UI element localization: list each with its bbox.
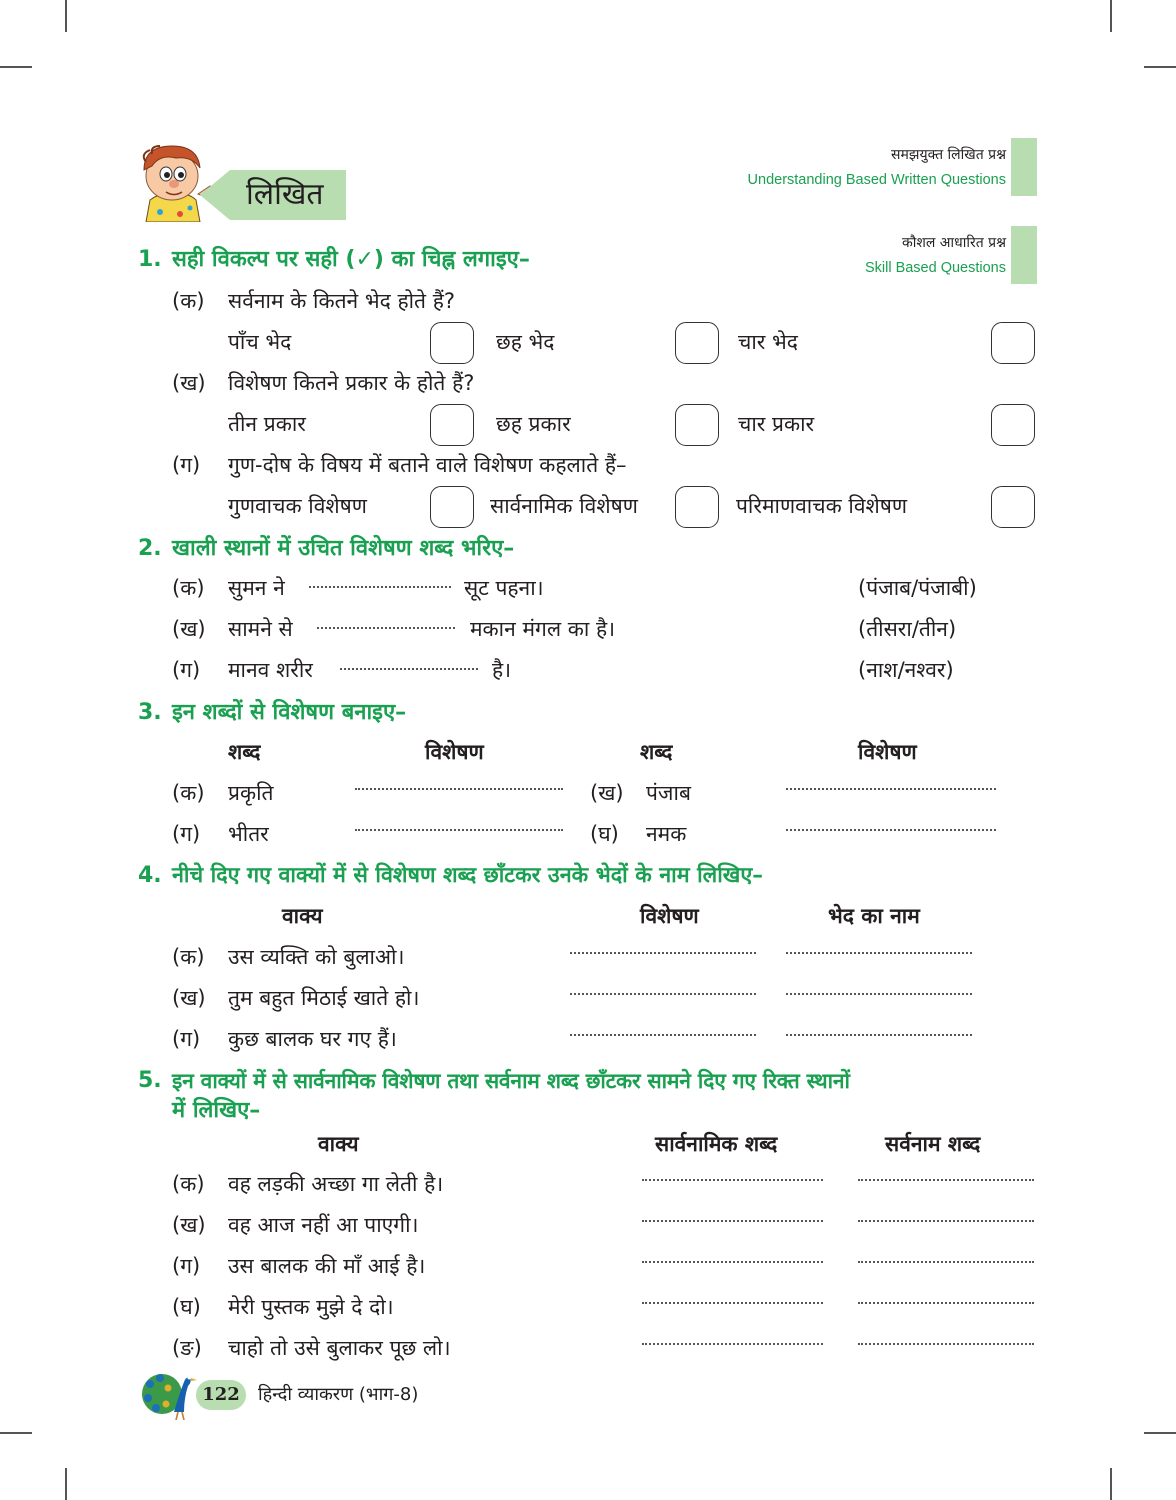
q5-number: 5. — [138, 1068, 162, 1093]
q2-number: 2. — [138, 536, 162, 561]
q3-blank[interactable] — [355, 788, 563, 790]
q5-title-line1: इन वाक्यों में से सार्वनामिक विशेषण तथा सर्वनाम शब्द छाँटकर सामने दिए गए रिक्त स्थानों — [172, 1069, 850, 1093]
q3-header-word: शब्द — [640, 740, 673, 764]
q2-item-before: सुमन ने — [228, 576, 285, 600]
q4-title: नीचे दिए गए वाक्यों में से विशेषण शब्द छाँटकर उनके भेदों के नाम लिखिए– — [172, 863, 764, 888]
q5-item-label: (ङ) — [172, 1336, 202, 1360]
understanding-tag — [660, 145, 1006, 190]
q3-blank[interactable] — [786, 829, 996, 831]
q4-item-label: (ग) — [172, 1027, 201, 1051]
q4-item-sentence: उस व्यक्ति को बुलाओ। — [228, 945, 405, 969]
understanding-tag-bar — [1011, 138, 1037, 196]
q5-blank-pronoun[interactable] — [858, 1261, 1034, 1263]
q3-item-label: (ग) — [172, 822, 201, 846]
q1-option-checkbox[interactable] — [675, 486, 719, 528]
q3-item-label: (ख) — [590, 781, 624, 805]
q5-item-sentence: वह आज नहीं आ पाएगी। — [228, 1213, 419, 1237]
crop-mark — [1110, 1468, 1112, 1500]
q5-item-label: (क) — [172, 1172, 205, 1196]
q3-header-adjective: विशेषण — [858, 740, 917, 764]
q1-option: गुणवाचक विशेषण — [228, 494, 367, 518]
page-number: 122 — [202, 1384, 240, 1405]
q3-item-word: पंजाब — [646, 781, 691, 805]
q5-item-label: (घ) — [172, 1295, 201, 1319]
q4-item-sentence: तुम बहुत मिठाई खाते हो। — [228, 986, 420, 1010]
skill-tag-english: Skill Based Questions — [864, 260, 1006, 276]
q1-option: सार्वनामिक विशेषण — [490, 494, 638, 518]
q3-header-word: शब्द — [228, 740, 261, 764]
q3-item-label: (क) — [172, 781, 205, 805]
q2-item-hint: (नाश/नश्वर) — [858, 658, 954, 682]
q5-item-sentence: चाहो तो उसे बुलाकर पूछ लो। — [228, 1336, 451, 1360]
q1-item-label: (ख) — [172, 371, 206, 395]
q1-option-checkbox[interactable] — [991, 404, 1035, 446]
crop-mark — [1144, 1432, 1176, 1434]
section-title: लिखित — [246, 177, 324, 212]
q4-header-adjective: विशेषण — [640, 904, 699, 928]
q2-item-after: सूट पहना। — [464, 576, 544, 600]
q1-option: पाँच भेद — [228, 330, 292, 354]
q2-item-label: (ग) — [172, 658, 201, 682]
q5-item-label: (ख) — [172, 1213, 206, 1237]
q5-blank-pronominal[interactable] — [642, 1179, 823, 1181]
peacock-icon — [140, 1368, 202, 1420]
q2-item-label: (ख) — [172, 617, 206, 641]
q3-blank[interactable] — [786, 788, 996, 790]
q4-blank-adjective[interactable] — [570, 1034, 756, 1036]
understanding-tag-hindi: समझयुक्त लिखित प्रश्न — [891, 147, 1006, 163]
q4-blank-type[interactable] — [786, 1034, 972, 1036]
q1-title: सही विकल्प पर सही (✓) का चिह्न लगाइए– — [172, 247, 530, 272]
q1-option: चार प्रकार — [738, 412, 815, 436]
q1-option-checkbox[interactable] — [430, 486, 474, 528]
q4-item-label: (ख) — [172, 986, 206, 1010]
q2-item-label: (क) — [172, 576, 205, 600]
q4-item-label: (क) — [172, 945, 205, 969]
book-title: हिन्दी व्याकरण (भाग-8) — [258, 1384, 419, 1405]
crop-mark — [1110, 0, 1112, 32]
q1-option: छह भेद — [496, 330, 555, 354]
q5-blank-pronominal[interactable] — [642, 1220, 823, 1222]
q5-item-label: (ग) — [172, 1254, 201, 1278]
q2-item-hint: (तीसरा/तीन) — [858, 617, 957, 641]
q1-option-checkbox[interactable] — [991, 486, 1035, 528]
q4-blank-type[interactable] — [786, 952, 972, 954]
q3-title: इन शब्दों से विशेषण बनाइए– — [172, 700, 407, 725]
q1-item-label: (ग) — [172, 453, 201, 477]
q3-header-adjective: विशेषण — [425, 740, 484, 764]
q1-option-checkbox[interactable] — [991, 322, 1035, 364]
q1-option: चार भेद — [738, 330, 798, 354]
q1-option-checkbox[interactable] — [430, 404, 474, 446]
q5-header-pronominal: सार्वनामिक शब्द — [655, 1132, 778, 1156]
q3-blank[interactable] — [355, 829, 563, 831]
q4-item-sentence: कुछ बालक घर गए हैं। — [228, 1027, 397, 1051]
q3-item-word: भीतर — [228, 822, 269, 846]
q1-option-checkbox[interactable] — [675, 322, 719, 364]
skill-tag-bar — [1011, 226, 1037, 284]
q5-blank-pronoun[interactable] — [858, 1302, 1034, 1304]
q3-item-word: प्रकृति — [228, 781, 274, 805]
q4-header-sentence: वाक्य — [282, 904, 323, 928]
crop-mark — [0, 1432, 32, 1434]
q4-number: 4. — [138, 863, 162, 888]
q4-header-type: भेद का नाम — [828, 904, 920, 928]
crop-mark — [65, 0, 67, 32]
q3-item-label: (घ) — [590, 822, 619, 846]
q5-item-sentence: वह लड़की अच्छा गा लेती है। — [228, 1172, 444, 1196]
q5-header-sentence: वाक्य — [318, 1132, 359, 1156]
q3-item-word: नमक — [646, 822, 687, 846]
q4-blank-adjective[interactable] — [570, 993, 756, 995]
q1-item-label: (क) — [172, 289, 205, 313]
q2-blank[interactable] — [317, 627, 455, 629]
q1-option-checkbox[interactable] — [675, 404, 719, 446]
q1-item-question: गुण-दोष के विषय में बताने वाले विशेषण कहलाते हैं– — [228, 453, 627, 477]
q2-item-before: सामने से — [228, 617, 293, 641]
q2-item-after: मकान मंगल का है। — [470, 617, 616, 641]
q5-blank-pronominal[interactable] — [642, 1343, 823, 1345]
q1-item-question: सर्वनाम के कितने भेद होते हैं? — [228, 289, 455, 313]
understanding-tag-english: Understanding Based Written Questions — [747, 172, 1006, 188]
q1-option: तीन प्रकार — [228, 412, 306, 436]
q1-option-checkbox[interactable] — [430, 322, 474, 364]
q1-option: छह प्रकार — [496, 412, 571, 436]
q4-blank-type[interactable] — [786, 993, 972, 995]
q5-header-pronoun: सर्वनाम शब्द — [885, 1132, 981, 1156]
q5-title-line2: में लिखिए– — [172, 1098, 261, 1123]
q5-blank-pronoun[interactable] — [858, 1343, 1034, 1345]
skill-tag-hindi: कौशल आधारित प्रश्न — [901, 235, 1006, 251]
q5-blank-pronominal[interactable] — [642, 1302, 823, 1304]
q2-item-after: है। — [492, 658, 512, 682]
skill-tag — [660, 233, 1006, 278]
crop-mark — [0, 66, 32, 68]
q1-item-question: विशेषण कितने प्रकार के होते हैं? — [228, 371, 475, 395]
q3-number: 3. — [138, 700, 162, 725]
q2-item-hint: (पंजाब/पंजाबी) — [858, 576, 977, 600]
q1-option: परिमाणवाचक विशेषण — [736, 494, 908, 518]
q4-blank-adjective[interactable] — [570, 952, 756, 954]
q1-number: 1. — [138, 247, 162, 272]
crop-mark — [65, 1468, 67, 1500]
q5-item-sentence: उस बालक की माँ आई है। — [228, 1254, 426, 1278]
q5-item-sentence: मेरी पुस्तक मुझे दे दो। — [228, 1295, 394, 1319]
q2-title: खाली स्थानों में उचित विशेषण शब्द भरिए– — [172, 536, 515, 561]
q2-item-before: मानव शरीर — [228, 658, 313, 682]
crop-mark — [1144, 66, 1176, 68]
q5-blank-pronominal[interactable] — [642, 1261, 823, 1263]
q5-blank-pronoun[interactable] — [858, 1220, 1034, 1222]
q2-blank[interactable] — [340, 668, 478, 670]
q2-blank[interactable] — [309, 586, 451, 588]
q5-blank-pronoun[interactable] — [858, 1179, 1034, 1181]
